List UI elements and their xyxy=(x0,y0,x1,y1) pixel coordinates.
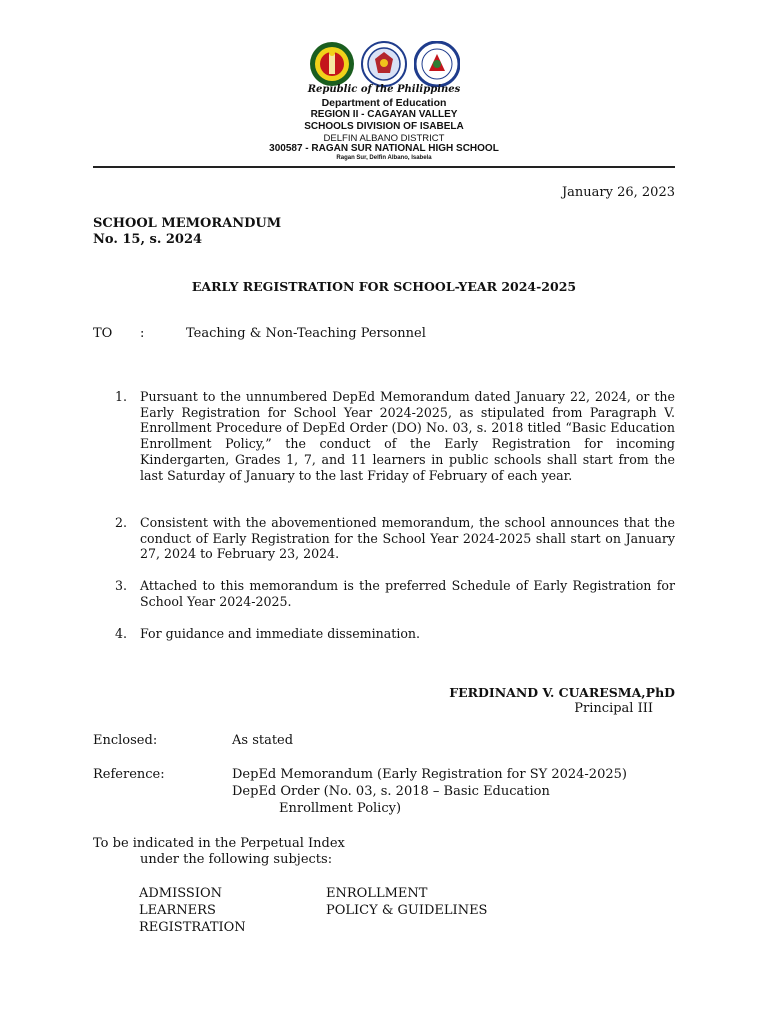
enclosed-label: Enclosed: xyxy=(93,733,158,748)
letterhead-school: 300587 - RAGAN SUR NATIONAL HIGH SCHOOL xyxy=(269,143,499,154)
to-recipients: Teaching & Non-Teaching Personnel xyxy=(186,326,426,341)
memo-number: No. 15, s. 2024 xyxy=(93,232,203,247)
letterhead-region: REGION II - CAGAYAN VALLEY xyxy=(310,109,458,120)
reference-line-1: DepEd Memorandum (Early Registration for SY 2024-2025) xyxy=(232,767,627,782)
index-subject: REGISTRATION xyxy=(139,920,246,935)
memo-subject: EARLY REGISTRATION FOR SCHOOL-YEAR 2024-2025 xyxy=(191,279,577,294)
item-number: 1. xyxy=(115,389,128,404)
memo-heading xyxy=(93,216,281,248)
letterhead-republic: Republic of the Philippines xyxy=(307,84,461,95)
item-number: 2. xyxy=(115,515,128,530)
index-subject: ADMISSION xyxy=(139,886,223,901)
item-number: 3. xyxy=(115,578,128,593)
item-text: Pursuant to the unnumbered DepEd Memorandum dated January 22, 2024, or the Early Registration for School Year 2024-2025, as stipulated from Paragraph V. Enrollment Procedure of DepEd Order (DO) No. 03, s. 2018 titled “Basic Education Enrollment Policy,” the conduct of the Early Registration for incoming Kindergarten, Grades 1, 7, and 11 learners in public schools shall start from the last Saturday of January to the last Friday of February of each year. xyxy=(140,389,675,483)
memo-type: SCHOOL MEMORANDUM xyxy=(93,216,282,231)
item-text: Consistent with the abovementioned memorandum, the school announces that the conduct of Early Registration for the School Year 2024-2025 shall start on January 27, 2024 to February 23, 2024. xyxy=(140,515,675,562)
list-item xyxy=(115,389,675,483)
letterhead-department: Department of Education xyxy=(321,97,447,109)
item-text: Attached to this memorandum is the preferred Schedule of Early Registration for School Year 2024-2025. xyxy=(140,578,675,609)
list-item xyxy=(115,515,675,562)
region-seal-icon xyxy=(361,41,407,87)
letterhead-division: SCHOOLS DIVISION OF ISABELA xyxy=(304,121,464,132)
letterhead-address: Ragan Sur, Delfin Albano, Isabela xyxy=(336,155,432,161)
reference-label: Reference: xyxy=(93,767,165,782)
to-label: TO xyxy=(93,326,113,341)
signatory-name: FERDINAND V. CUARESMA,PhD xyxy=(449,685,675,700)
letterhead-district: DELFIN ALBANO DISTRICT xyxy=(323,133,445,144)
index-line-1: To be indicated in the Perpetual Index xyxy=(93,836,345,851)
reference-line-3: Enrollment Policy) xyxy=(279,801,402,816)
item-text: For guidance and immediate dissemination. xyxy=(140,626,421,641)
school-seal-icon xyxy=(414,41,460,87)
index-line-2: under the following subjects: xyxy=(140,852,333,867)
signatory-title: Principal III xyxy=(574,701,653,716)
index-subject: POLICY & GUIDELINES xyxy=(326,903,488,918)
index-subject: ENROLLMENT xyxy=(326,886,428,901)
memo-date: January 26, 2023 xyxy=(561,185,675,200)
index-subject: LEARNERS xyxy=(139,903,216,918)
enclosed-value: As stated xyxy=(232,733,294,748)
deped-seal-icon xyxy=(309,41,355,87)
reference-line-2: DepEd Order (No. 03, s. 2018 – Basic Education xyxy=(232,784,550,799)
to-colon: : xyxy=(140,326,145,341)
list-item xyxy=(115,578,675,609)
item-number: 4. xyxy=(115,626,128,641)
list-item xyxy=(115,626,675,642)
header-divider xyxy=(93,166,675,168)
